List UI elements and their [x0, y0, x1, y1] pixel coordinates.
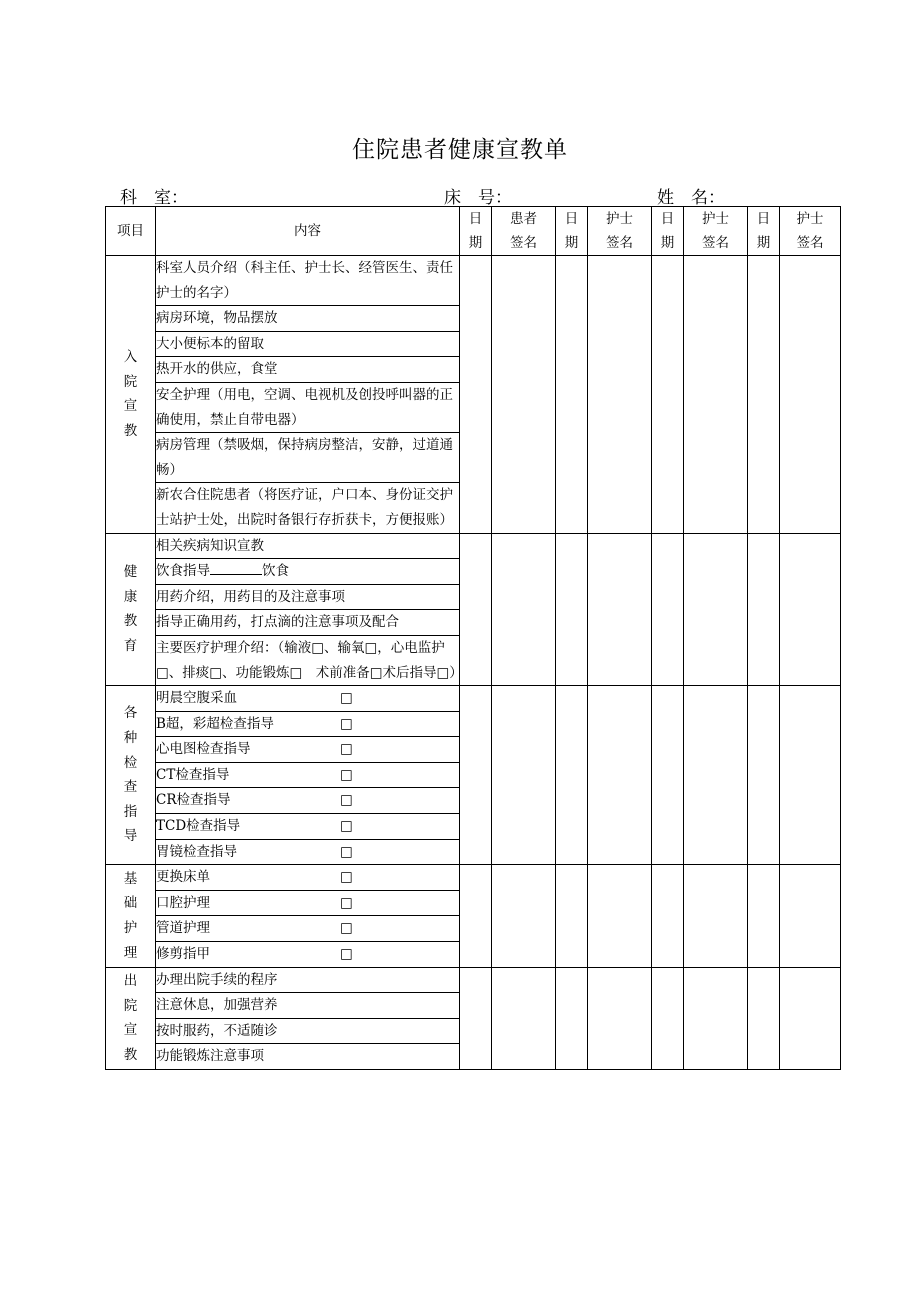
signature-cell[interactable]	[780, 256, 841, 534]
checkbox-icon[interactable]: □	[340, 894, 353, 911]
content-item: 病房管理（禁吸烟，保持病房整洁，安静，过道通畅）	[156, 433, 460, 483]
header-row	[106, 207, 841, 256]
date-cell[interactable]	[556, 533, 588, 686]
date-cell[interactable]	[556, 865, 588, 967]
date-cell[interactable]	[748, 533, 780, 686]
checkbox-icon[interactable]: □	[340, 690, 353, 707]
header-date: 日 期	[652, 207, 684, 256]
content-item: 管道护理 □	[156, 916, 460, 942]
header-project: 项目	[106, 207, 156, 256]
date-cell[interactable]	[652, 686, 684, 865]
signature-cell[interactable]	[684, 865, 748, 967]
header-date: 日 期	[556, 207, 588, 256]
table-row	[106, 865, 841, 891]
content-item: 办理出院手续的程序	[156, 967, 460, 993]
content-item: 按时服药，不适随诊	[156, 1018, 460, 1044]
header-nurse-sign: 护士 签名	[780, 207, 841, 256]
content-item: 安全护理（用电，空调、电视机及创投呼叫器的正确使用，禁止自带电器）	[156, 382, 460, 432]
checkbox-icon[interactable]: □	[340, 946, 353, 963]
signature-cell[interactable]	[684, 533, 748, 686]
header-date: 日 期	[460, 207, 492, 256]
category-cell: 各 种 检 查 指 导	[106, 686, 156, 865]
signature-cell[interactable]	[588, 865, 652, 967]
signature-cell[interactable]	[780, 533, 841, 686]
checkbox-icon[interactable]: □	[340, 869, 353, 886]
header-nurse-sign: 护士 签名	[684, 207, 748, 256]
category-cell: 出 院 宣 教	[106, 967, 156, 1069]
content-item: 新农合住院患者（将医疗证，户口本、身份证交护士站护士处，出院时备银行存折获卡，方便报账）	[156, 483, 460, 533]
date-cell[interactable]	[556, 256, 588, 534]
signature-cell[interactable]	[492, 256, 556, 534]
content-item: 相关疾病知识宣教	[156, 533, 460, 559]
content-item: CR检查指导 □	[156, 788, 460, 814]
signature-cell[interactable]	[492, 967, 556, 1069]
date-cell[interactable]	[460, 256, 492, 534]
checkbox-icon[interactable]: □	[340, 715, 353, 732]
page-title: 住院患者健康宣教单	[352, 137, 568, 163]
signature-cell[interactable]	[588, 533, 652, 686]
date-cell[interactable]	[652, 533, 684, 686]
signature-cell[interactable]	[588, 256, 652, 534]
header-nurse-sign: 护士 签名	[588, 207, 652, 256]
checkbox-icon[interactable]: □	[340, 920, 353, 937]
header-patient-sign: 患者 签名	[492, 207, 556, 256]
signature-cell[interactable]	[780, 967, 841, 1069]
date-cell[interactable]	[748, 256, 780, 534]
content-item: 更换床单 □	[156, 865, 460, 891]
table-row	[106, 256, 841, 306]
signature-cell[interactable]	[780, 865, 841, 967]
education-form-table	[105, 206, 841, 1070]
signature-cell[interactable]	[684, 967, 748, 1069]
checkbox-icon[interactable]: □	[340, 741, 353, 758]
checkbox-icon[interactable]: □	[340, 843, 353, 860]
date-cell[interactable]	[460, 967, 492, 1069]
content-item: 注意休息，加强营养	[156, 993, 460, 1019]
signature-cell[interactable]	[684, 686, 748, 865]
signature-cell[interactable]	[588, 967, 652, 1069]
date-cell[interactable]	[460, 686, 492, 865]
content-item: 胃镜检查指导 □	[156, 839, 460, 865]
content-item: B超，彩超检查指导 □	[156, 711, 460, 737]
date-cell[interactable]	[460, 865, 492, 967]
content-item: 明晨空腹采血 □	[156, 686, 460, 712]
date-cell[interactable]	[652, 967, 684, 1069]
category-cell: 健 康 教 育	[106, 533, 156, 686]
content-item: 热开水的供应，食堂	[156, 357, 460, 383]
table-row	[106, 533, 841, 559]
content-item: 主要医疗护理介绍：（输液□、输氧□，心电监护□、排痰□、功能锻炼□ 术前准备□术后指导□）	[156, 635, 460, 685]
bed-label: 床 号：	[444, 188, 512, 208]
diet-blank-line[interactable]	[210, 560, 262, 575]
name-label: 姓 名：	[657, 188, 725, 208]
content-item: 大小便标本的留取	[156, 331, 460, 357]
checkbox-icon[interactable]: □	[340, 818, 353, 835]
signature-cell[interactable]	[780, 686, 841, 865]
department-label: 科 室：	[120, 188, 188, 208]
content-item: 科室人员介绍（科主任、护士长、经管医生、责任护士的名字）	[156, 256, 460, 306]
date-cell[interactable]	[652, 865, 684, 967]
header-content: 内容	[156, 207, 460, 256]
signature-cell[interactable]	[588, 686, 652, 865]
date-cell[interactable]	[556, 967, 588, 1069]
signature-cell[interactable]	[492, 686, 556, 865]
content-item: 口腔护理 □	[156, 890, 460, 916]
table-row	[106, 967, 841, 993]
date-cell[interactable]	[748, 865, 780, 967]
content-item: 指导正确用药，打点滴的注意事项及配合	[156, 610, 460, 636]
checkbox-icon[interactable]: □	[340, 792, 353, 809]
content-item: 饮食指导 饮食	[156, 559, 460, 585]
date-cell[interactable]	[652, 256, 684, 534]
header-date: 日 期	[748, 207, 780, 256]
content-item: CT检查指导 □	[156, 762, 460, 788]
content-item: 用药介绍，用药目的及注意事项	[156, 584, 460, 610]
date-cell[interactable]	[460, 533, 492, 686]
table-row	[106, 686, 841, 712]
date-cell[interactable]	[748, 967, 780, 1069]
content-item: TCD检查指导 □	[156, 814, 460, 840]
checkbox-icon[interactable]: □	[340, 766, 353, 783]
content-item: 修剪指甲 □	[156, 942, 460, 968]
date-cell[interactable]	[748, 686, 780, 865]
content-item: 功能锻炼注意事项	[156, 1044, 460, 1070]
category-cell: 基 础 护 理	[106, 865, 156, 967]
signature-cell[interactable]	[492, 533, 556, 686]
signature-cell[interactable]	[684, 256, 748, 534]
content-item: 病房环境，物品摆放	[156, 306, 460, 332]
date-cell[interactable]	[556, 686, 588, 865]
category-cell: 入 院 宣 教	[106, 256, 156, 534]
content-item: 心电图检查指导 □	[156, 737, 460, 763]
signature-cell[interactable]	[492, 865, 556, 967]
